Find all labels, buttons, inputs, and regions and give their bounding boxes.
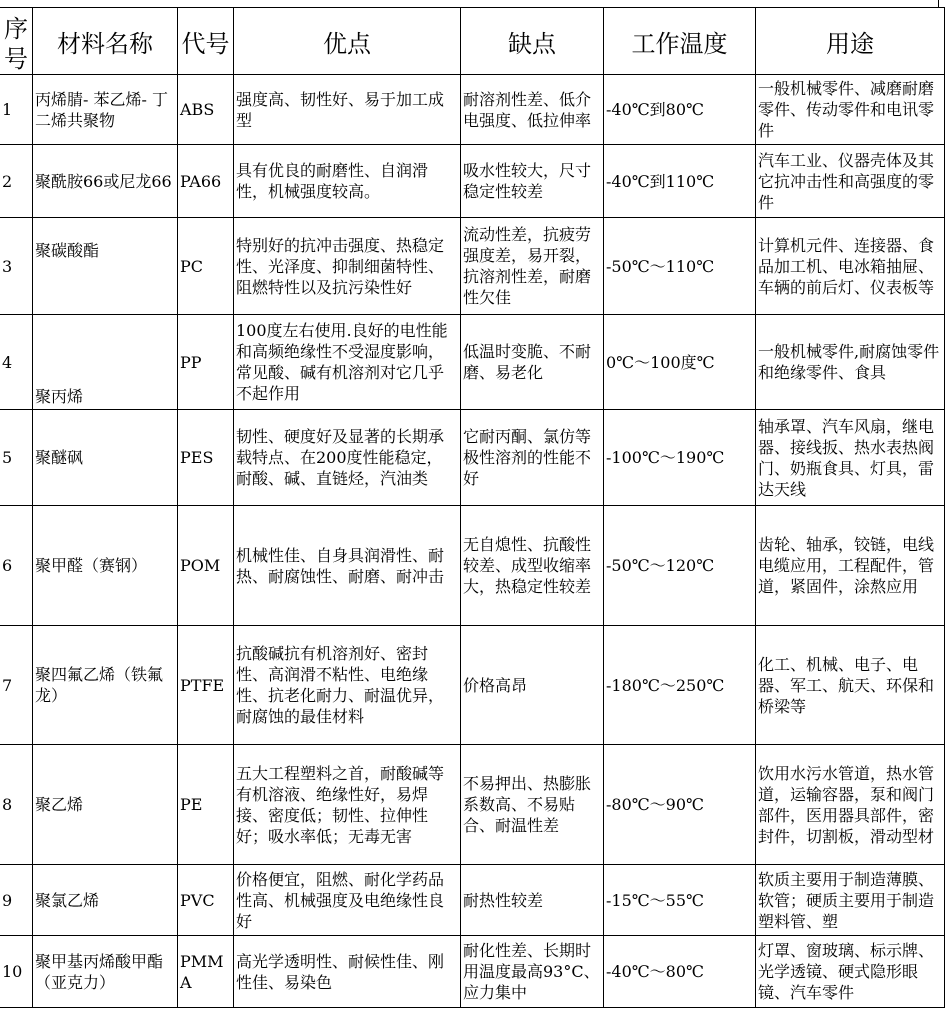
- cell-pros[interactable]: 五大工程塑料之首，耐酸碱等有机溶液、绝缘性好，易焊接、密度低；韧性、拉伸性好；吸水率低；无毒无害: [234, 745, 461, 865]
- cell-no[interactable]: 4: [0, 315, 33, 410]
- cell-code[interactable]: PE: [178, 745, 234, 865]
- cell-pros[interactable]: 强度高、韧性好、易于加工成型: [234, 75, 461, 145]
- cell-cons[interactable]: 低温时变脆、不耐磨、易老化: [461, 315, 604, 410]
- cell-no[interactable]: 8: [0, 745, 33, 865]
- cell-temp[interactable]: -40℃到110℃: [604, 145, 756, 218]
- table-row: [0, 218, 945, 315]
- cell-use[interactable]: 化工、机械、电子、电器、军工、航天、环保和桥梁等: [756, 626, 945, 745]
- cell-name[interactable]: 聚丙烯: [33, 315, 178, 410]
- cell-use[interactable]: 齿轮、轴承，铰链，电线电缆应用，工程配件，管道，紧固件，涂熬应用: [756, 506, 945, 626]
- cell-temp[interactable]: -180℃～250℃: [604, 626, 756, 745]
- cell-name[interactable]: 丙烯腈- 苯乙烯- 丁二烯共聚物: [33, 75, 178, 145]
- cell-use[interactable]: 计算机元件、连接器、食品加工机、电冰箱抽屉、车辆的前后灯、仪表板等: [756, 218, 945, 315]
- cell-pros[interactable]: 100度左右使用.良好的电性能和高频绝缘性不受湿度影响，常见酸、碱有机溶剂对它几乎不起作用: [234, 315, 461, 410]
- cell-no[interactable]: 6: [0, 506, 33, 626]
- cell-pros[interactable]: 高光学透明性、耐候性佳、刚性佳、易染色: [234, 936, 461, 1008]
- cell-temp[interactable]: -50℃～110℃: [604, 218, 756, 315]
- cell-use[interactable]: 饮用水污水管道，热水管道，运输容器，泵和阀门部件，医用器具部件，密封件，切割板，滑动型材: [756, 745, 945, 865]
- materials-table: [0, 7, 945, 1008]
- cell-name[interactable]: 聚氯乙烯: [33, 865, 178, 936]
- header-temp[interactable]: 工作温度: [604, 8, 756, 75]
- table-row: [0, 936, 945, 1008]
- cell-no[interactable]: 2: [0, 145, 33, 218]
- cell-pros[interactable]: 韧性、硬度好及显著的长期承载特点、在200度性能稳定，耐酸、碱、直链烃，汽油类: [234, 410, 461, 506]
- cell-temp[interactable]: -40℃到80℃: [604, 75, 756, 145]
- header-cons[interactable]: 缺点: [461, 8, 604, 75]
- cell-cons[interactable]: 它耐丙酮、氯仿等极性溶剂的性能不好: [461, 410, 604, 506]
- cell-code[interactable]: PVC: [178, 865, 234, 936]
- cell-use[interactable]: 一般机械零件、减磨耐磨零件、传动零件和电讯零件: [756, 75, 945, 145]
- table-row: [0, 410, 945, 506]
- cell-pros[interactable]: 机械性佳、自身具润滑性、耐热、耐腐蚀性、耐磨、耐冲击: [234, 506, 461, 626]
- cell-temp[interactable]: -40℃～80℃: [604, 936, 756, 1008]
- cell-cons[interactable]: 耐溶剂性差、低介电强度、低拉伸率: [461, 75, 604, 145]
- cell-no[interactable]: 3: [0, 218, 33, 315]
- cell-cons[interactable]: 耐热性较差: [461, 865, 604, 936]
- table-row: [0, 626, 945, 745]
- cell-cons[interactable]: 无自熄性、抗酸性较差、成型收缩率大，热稳定性较差: [461, 506, 604, 626]
- cell-code[interactable]: PES: [178, 410, 234, 506]
- table-row: [0, 865, 945, 936]
- cell-cons[interactable]: 流动性差，抗疲劳强度差，易开裂，抗溶剂性差，耐磨性欠佳: [461, 218, 604, 315]
- cell-name[interactable]: 聚酰胺66或尼龙66: [33, 145, 178, 218]
- cell-no[interactable]: 9: [0, 865, 33, 936]
- table-row: [0, 315, 945, 410]
- header-pros[interactable]: 优点: [234, 8, 461, 75]
- column-divider: [938, 0, 939, 7]
- cell-no[interactable]: 7: [0, 626, 33, 745]
- cell-temp[interactable]: -50℃～120℃: [604, 506, 756, 626]
- cell-code[interactable]: PMMA: [178, 936, 234, 1008]
- cell-cons[interactable]: 价格高昂: [461, 626, 604, 745]
- cell-name[interactable]: 聚甲基丙烯酸甲酯（亚克力）: [33, 936, 178, 1008]
- cell-pros[interactable]: 价格便宜，阻燃、耐化学药品性高、机械强度及电绝缘性良好: [234, 865, 461, 936]
- header-no[interactable]: 序号: [0, 8, 33, 75]
- cell-use[interactable]: 一般机械零件,耐腐蚀零件和绝缘零件、食具: [756, 315, 945, 410]
- cell-name[interactable]: 聚甲醛（赛钢）: [33, 506, 178, 626]
- table-row: [0, 506, 945, 626]
- cell-use[interactable]: 灯罩、窗玻璃、标示牌、光学透镜、硬式隐形眼镜、汽车零件: [756, 936, 945, 1008]
- cell-cons[interactable]: 耐化性差、长期时用温度最高93°C、应力集中: [461, 936, 604, 1008]
- header-row: [0, 8, 945, 75]
- table-row: [0, 145, 945, 218]
- cell-no[interactable]: 5: [0, 410, 33, 506]
- cell-use[interactable]: 汽车工业、仪器壳体及其它抗冲击性和高强度的零件: [756, 145, 945, 218]
- header-name[interactable]: 材料名称: [33, 8, 178, 75]
- cell-code[interactable]: PC: [178, 218, 234, 315]
- cell-name[interactable]: 聚四氟乙烯（铁氟龙）: [33, 626, 178, 745]
- table-row: [0, 75, 945, 145]
- cell-temp[interactable]: -100℃～190℃: [604, 410, 756, 506]
- cell-pros[interactable]: 特别好的抗冲击强度、热稳定性、光泽度、抑制细菌特性、阻燃特性以及抗污染性好: [234, 218, 461, 315]
- header-code[interactable]: 代号: [178, 8, 234, 75]
- cell-use[interactable]: 轴承罩、汽车风扇，继电器、接线扳、热水表热阀门、奶瓶食具、灯具，雷达天线: [756, 410, 945, 506]
- cell-temp[interactable]: -80℃～90℃: [604, 745, 756, 865]
- cell-code[interactable]: POM: [178, 506, 234, 626]
- cell-pros[interactable]: 具有优良的耐磨性、自润滑性，机械强度较高。: [234, 145, 461, 218]
- cell-code[interactable]: ABS: [178, 75, 234, 145]
- cell-pros[interactable]: 抗酸碱抗有机溶剂好、密封性、高润滑不粘性、电绝缘性、抗老化耐力、耐温优异，耐腐蚀的最佳材料: [234, 626, 461, 745]
- table-row: [0, 745, 945, 865]
- cell-name[interactable]: 聚碳酸酯: [33, 218, 178, 315]
- cell-name[interactable]: 聚醚砜: [33, 410, 178, 506]
- cell-code[interactable]: PTFE: [178, 626, 234, 745]
- cell-cons[interactable]: 吸水性较大，尺寸稳定性较差: [461, 145, 604, 218]
- cell-code[interactable]: PP: [178, 315, 234, 410]
- cell-no[interactable]: 1: [0, 75, 33, 145]
- cell-name[interactable]: 聚乙烯: [33, 745, 178, 865]
- cell-temp[interactable]: -15℃～55℃: [604, 865, 756, 936]
- cell-no[interactable]: 10: [0, 936, 33, 1008]
- cell-cons[interactable]: 不易押出、热膨胀系数高、不易贴合、耐温性差: [461, 745, 604, 865]
- cell-code[interactable]: PA66: [178, 145, 234, 218]
- cell-use[interactable]: 软质主要用于制造薄膜、软管；硬质主要用于制造塑料管、塑: [756, 865, 945, 936]
- cell-temp[interactable]: 0℃～100度℃: [604, 315, 756, 410]
- header-use[interactable]: 用途: [756, 8, 945, 75]
